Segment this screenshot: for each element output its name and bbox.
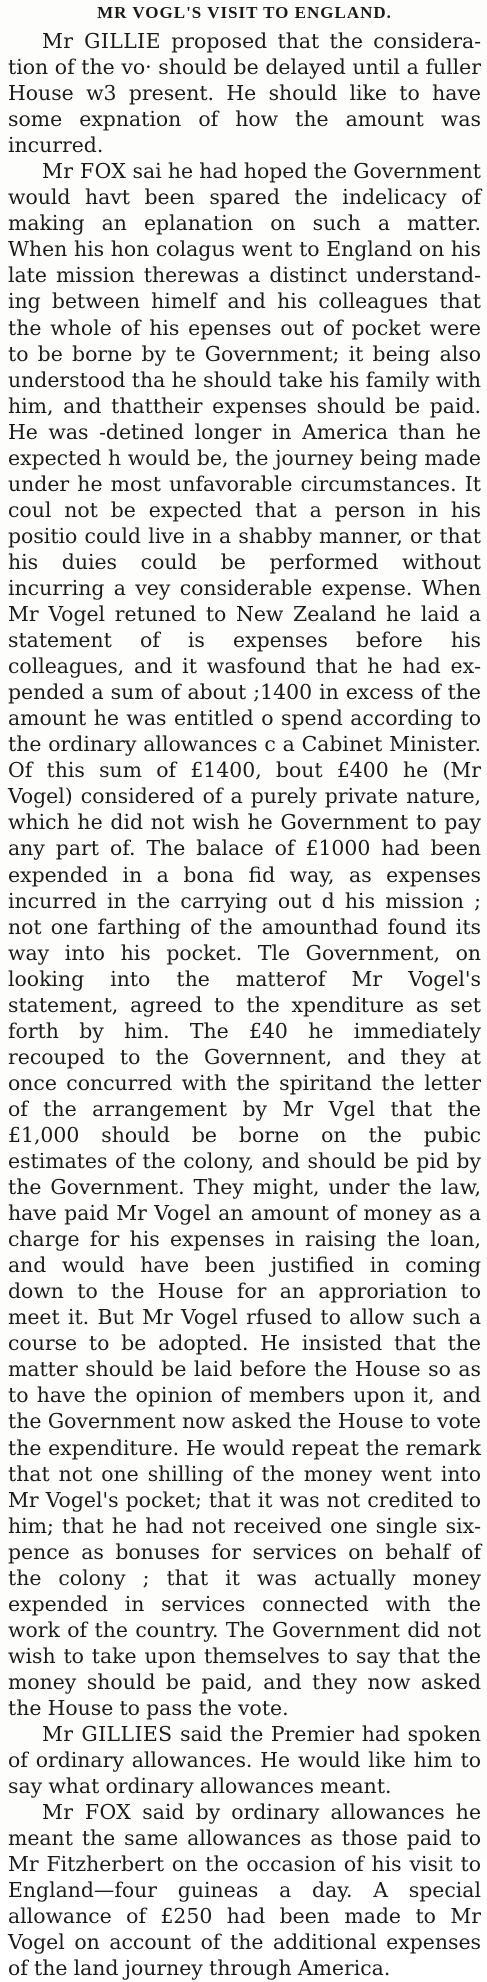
speaker-name: Mr GILLIES xyxy=(42,1722,173,1747)
paragraph-text: proposed that the consideration of the vo· should be delayed until a fuller House w3 present. He should like to have some expnation of how the amount was incurred. xyxy=(8,29,481,158)
paragraph-text: said the Premier had spoken of ordinary allowances. He would like him to say what ordinary allowances meant. xyxy=(8,1722,481,1799)
speaker-name: Mr GILLIE xyxy=(42,29,161,53)
article-headline: MR VOGL'S VISIT TO ENGLAND. xyxy=(97,3,392,22)
speaker-name: Mr FOX xyxy=(42,1800,132,1825)
paragraph-gillie-proposal xyxy=(8,28,481,158)
paragraph-text: said by ordinary allowances he meant the same allowances as those paid to Mr Fitzherbert on the occasion of his visit to England—four guineas a day. A special allowance of £250 had been made to Mr Vogel on account of the additional expenses of the land journey through America. xyxy=(8,1800,482,1981)
speaker-name: Mr FOX xyxy=(42,159,127,184)
paragraph-fox-explanation xyxy=(8,158,481,1721)
paragraph-fox-answer xyxy=(8,1799,481,1981)
paragraph-text: sai he had hoped the Government would havt been spared the indelicacy of making an eplanation on such a matter. When his hon colagus went to England on his late mission therewas a distinct understanding between himelf and his colleagues that the whole of his epenses out of pocket were to be borne by te Government; it being also understood tha he should take his family with him, and thattheir expenses should be paid. He was -detined longer in America than he expected h would be, the journey being made under he most unfavorable circumstances. It coul not be expected that a person in his positio could live in a shabby manner, or that his duies could be performed without incurring a vey considerable expense. When Mr Vogel retuned to New Zealand he laid a statement of is expenses before his colleagues, and it wasfound that he had expended a sum of about ;1400 in excess of the amount he was entitled o spend according to the ordinary allowances c a Cabinet Minister. Of this sum of £1400, bout £400 he (Mr Vogel) considered of a purely private nature, which he did not wish he Government to pay any part of. The balace of £1000 had been expended in a bona fid way, as expenses incurred in the carrying out d his mission ; not one farthing of the amounthad found its way into his pocket. Tle Government, on looking into the matterof Mr Vogel's statement, agreed to the xpenditure as set forth by him. The £40 he immediately recouped to the Governnent, and they at once concurred with the spiritand the letter of the arrangement by Mr Vgel that the £1,000 should be borne on the pubic estimates of the colony, and should be pid by the Government. They might, under the law, have paid Mr Vogel an amount of money as a charge for his expenses in raising the loan, and would have been justified in coming down to the House for an approriation to meet it. But Mr Vogel rfused to allow such a course to be adopted. He insisted that the matter should be laid before the House so as to have the opinion of members upon it, and the Government now asked the House to vote the expenditure. He would repeat the remark that not one shilling of the money went into Mr Vogel's pocket; that it was not credited to him; that he had not received one single sixpence as bonuses for services on behalf of the colony ; that it was actually money expended in services connected with the work of the country. The Government did not wish to take upon themselves to say that the money should be paid, and they now asked the House to pass the vote. xyxy=(8,159,481,1720)
paragraph-gillies-question xyxy=(8,1721,481,1799)
